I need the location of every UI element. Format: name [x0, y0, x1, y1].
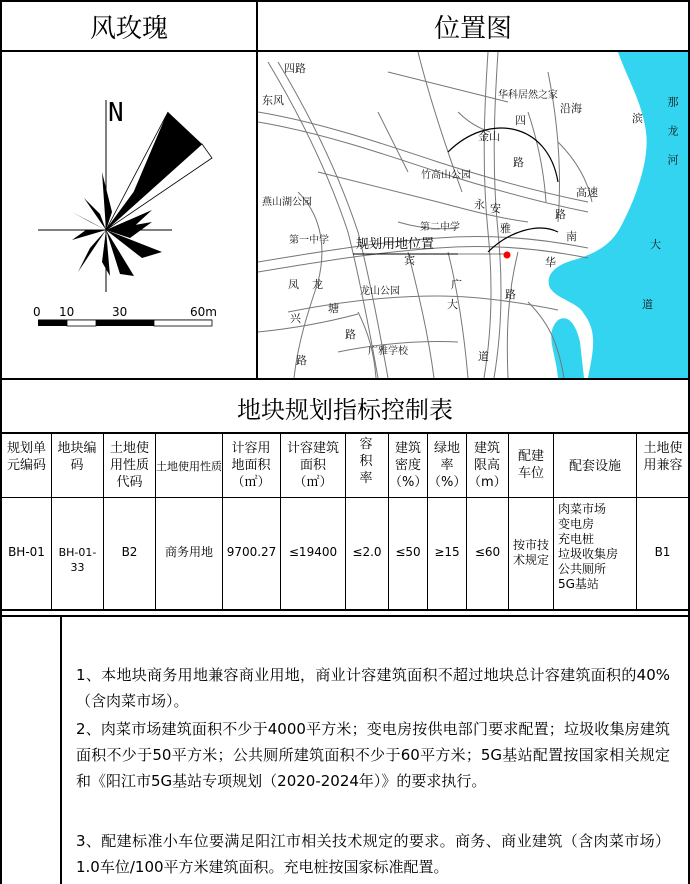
road-char: 宾 [404, 254, 415, 267]
north-label: N [108, 98, 124, 128]
header-far: 容积率 [359, 437, 373, 486]
map-label-second-middle-school: 第二中学 [420, 222, 460, 233]
cell-height: ≤60 [474, 545, 501, 559]
road-char: 大 [447, 298, 458, 311]
note-3: 3、配建标准小车位要满足阳江市相关技术规定的要求。商务、商业建筑（含肉菜市场）1.0车位/100平方米建筑面积。充电桩按国家标准配置。 [76, 832, 670, 876]
top-section-bottom [0, 378, 690, 380]
header-site-area: 计容用地面积（㎡） [231, 441, 271, 490]
road-char: 凤 [288, 278, 299, 291]
road-char: 路 [505, 288, 516, 301]
header-floor-area: 计容建筑面积（㎡） [286, 441, 339, 490]
road-char: 雅 [500, 222, 511, 235]
road-char: 路 [555, 208, 566, 221]
road-char: 金山 [478, 130, 500, 143]
scale-tick-30: 30 [112, 305, 128, 319]
col-divider [280, 432, 281, 610]
note-1: 1、本地块商务用地兼容商业用地，商业计容建筑面积不超过地块总计容建筑面积的40%（含肉菜市场）。 [76, 666, 670, 710]
header-land-use: 土地使用性质 [156, 460, 222, 473]
col-divider [51, 432, 52, 610]
road-char: 高速 [576, 186, 598, 199]
cell-compat: B1 [654, 545, 671, 559]
header-unit-code: 规划单元编码 [6, 441, 46, 473]
cell-floor-area: ≤19400 [288, 545, 338, 559]
cell-unit-code: BH-01 [8, 545, 45, 559]
road-char: 四 [515, 114, 526, 127]
header-land-code: 土地使用性质代码 [109, 441, 149, 490]
road-char: 大 [650, 238, 661, 251]
map-label-yanshanhu-park: 燕山湖公园 [262, 197, 312, 208]
col-divider [636, 432, 637, 610]
road-char: 东风 [262, 94, 284, 107]
col-divider [345, 432, 346, 610]
facility-item: 公共厕所 [558, 562, 607, 576]
cell-site-area: 9700.27 [226, 545, 277, 559]
road-char: 道 [478, 350, 489, 363]
road-char: 南 [566, 230, 577, 243]
map-label-first-middle-school: 第一中学 [289, 235, 329, 246]
road-char: 那龙河 [666, 96, 679, 183]
header-facilities: 配套设施 [568, 459, 621, 474]
road-char: 兴 [290, 312, 301, 325]
facility-item: 5G基站 [558, 577, 599, 591]
rose-petal-wsw [72, 230, 106, 240]
facility-item: 垃圾收集房 [558, 547, 619, 561]
notes-top-line [0, 615, 690, 617]
road-char: 安 [490, 202, 501, 215]
scale-tick-60m: 60m [190, 305, 217, 319]
road-char: 路 [513, 156, 524, 169]
road-char: 路 [296, 354, 307, 367]
notes-left-divider [60, 615, 62, 884]
facility-item: 变电房 [558, 517, 595, 531]
cell-plot-code: BH-01-33 [58, 546, 97, 574]
frame-top [0, 0, 690, 2]
road-char: 塘 [328, 302, 339, 315]
header-green: 绿地率（%） [428, 441, 467, 490]
road-char: 龙 [312, 278, 323, 291]
road-char: 广 [451, 278, 462, 291]
cell-facilities [558, 502, 634, 592]
header-compat: 土地使用兼容 [643, 441, 683, 473]
rose-petal-nw [84, 198, 106, 230]
header-parking: 配建车位 [517, 449, 544, 481]
control-table-title: 地块规划指标控制表 [237, 396, 453, 424]
facility-item: 充电桩 [558, 532, 595, 546]
location-map [258, 52, 688, 378]
location-map-title: 位置图 [433, 14, 512, 44]
road-char: 路 [345, 328, 356, 341]
col-divider [466, 432, 467, 610]
site-marker [504, 252, 511, 259]
map-label-guangya-school: 广雅学校 [368, 346, 408, 357]
cell-far: ≤2.0 [352, 545, 382, 559]
map-label-huake: 华科居然之家 [498, 90, 558, 101]
map-label-longshan-park: 龙山公园 [360, 286, 400, 297]
wind-rose-title: 风玫瑰 [89, 14, 168, 44]
cell-parking: 按市技术规定 [512, 538, 549, 567]
header-density: 建筑密度（%） [389, 441, 428, 490]
cell-density: ≤50 [395, 545, 421, 559]
header-height: 建筑限高（m） [468, 441, 507, 490]
scale-tick-0: 0 [33, 305, 41, 319]
col-divider [508, 432, 509, 610]
wind-rose-diagram [2, 52, 256, 378]
cell-land-use: 商务用地 [164, 545, 213, 559]
col-divider [222, 432, 223, 610]
header-plot-code: 地块编码 [57, 441, 97, 473]
map-label-zhugaoshan-park: 竹高山公园 [421, 170, 471, 181]
road-char: 沿海 [560, 102, 582, 115]
site-location-label: 规划用地位置 [356, 237, 435, 252]
road-char: 永 [474, 198, 485, 211]
scale-tick-10: 10 [59, 305, 75, 319]
cell-green: ≥15 [434, 545, 460, 559]
facility-item: 肉菜市场 [558, 502, 607, 516]
road-char: 华 [545, 256, 556, 269]
road-char: 道 [642, 298, 653, 311]
road-char: 四路 [284, 62, 306, 75]
cell-land-code: B2 [121, 545, 138, 559]
road-char: 滨 [632, 112, 643, 125]
note-2: 2、肉菜市场建筑面积不少于4000平方米；变电房按供电部门要求配置；垃圾收集房建筑面积不少于50平方米；公共厕所建筑面积不少于60平方米；5G基站配置按国家相关规定和《阳江市5G基站专项规划（2020-2024年）》的要求执行。 [76, 720, 670, 790]
